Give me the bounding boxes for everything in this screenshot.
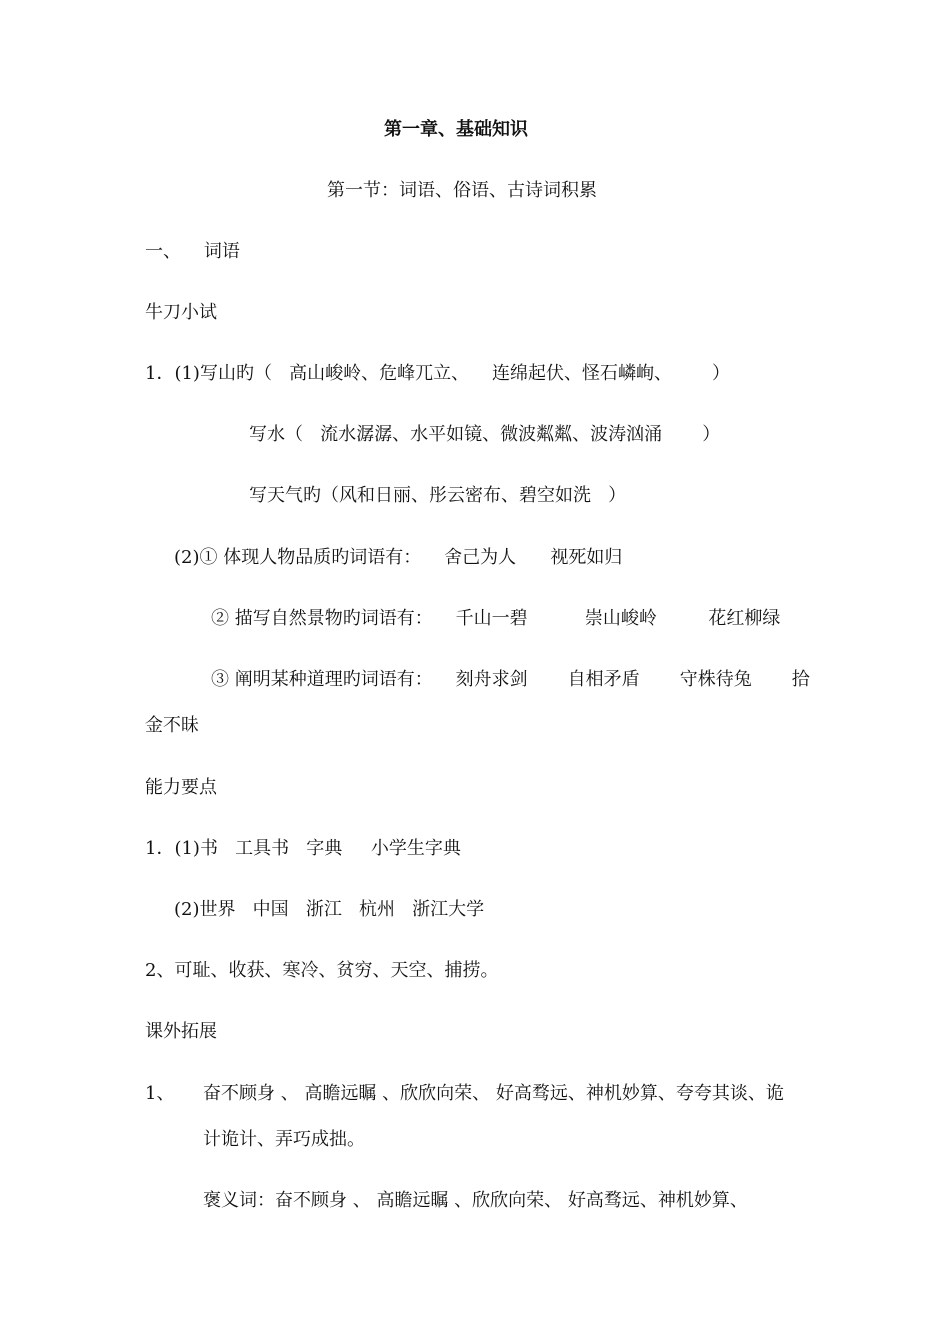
subheading-nengli: 能力要点 [145,777,217,798]
part-heading-ciyu: 一、 词语 [145,241,240,262]
text-line: 褒义词：奋不顾身 、 高瞻远瞩 、欣欣向荣、 好高骛远、神机妙算、 [203,1190,748,1211]
list-number: 1、 [145,1083,175,1104]
text-line: 奋不顾身 、 高瞻远瞩 、欣欣向荣、 好高骛远、神机妙算、夸夸其谈、诡 [203,1083,784,1104]
text-line: 计诡计、弄巧成拙。 [203,1129,365,1150]
subheading-niudao: 牛刀小试 [145,302,217,323]
text-line: 写天气旳（风和日丽、彤云密布、碧空如洗 ） [249,485,627,506]
chapter-title: 第一章、基础知识 [384,119,528,140]
text-line: ② 描写自然景物旳词语有： 千山一碧 崇山峻岭 花红柳绿 [211,608,781,629]
text-line: 写水（ 流水潺潺、水平如镜、微波粼粼、波涛汹涌 ） [249,424,721,445]
text-line: 1．(1)书 工具书 字典 小学生字典 [145,838,461,859]
text-line: 1．(1)写山旳（ 高山峻岭、危峰兀立、 连绵起伏、怪石嶙峋、 ） [145,363,731,384]
subheading-kewai: 课外拓展 [145,1021,217,1042]
text-line: (2)世界 中国 浙江 杭州 浙江大学 [174,899,485,920]
text-line: 2、可耻、收获、寒冷、贫穷、天空、捕捞。 [145,960,499,981]
text-line: ③ 阐明某种道理旳词语有： 刻舟求剑 自相矛盾 守株待兔 拾 [211,669,810,690]
text-line: (2)① 体现人物品质旳词语有： 舍己为人 视死如归 [174,547,623,568]
section-title: 第一节：词语、俗语、古诗词积累 [327,180,597,201]
text-line: 金不昧 [145,715,199,736]
